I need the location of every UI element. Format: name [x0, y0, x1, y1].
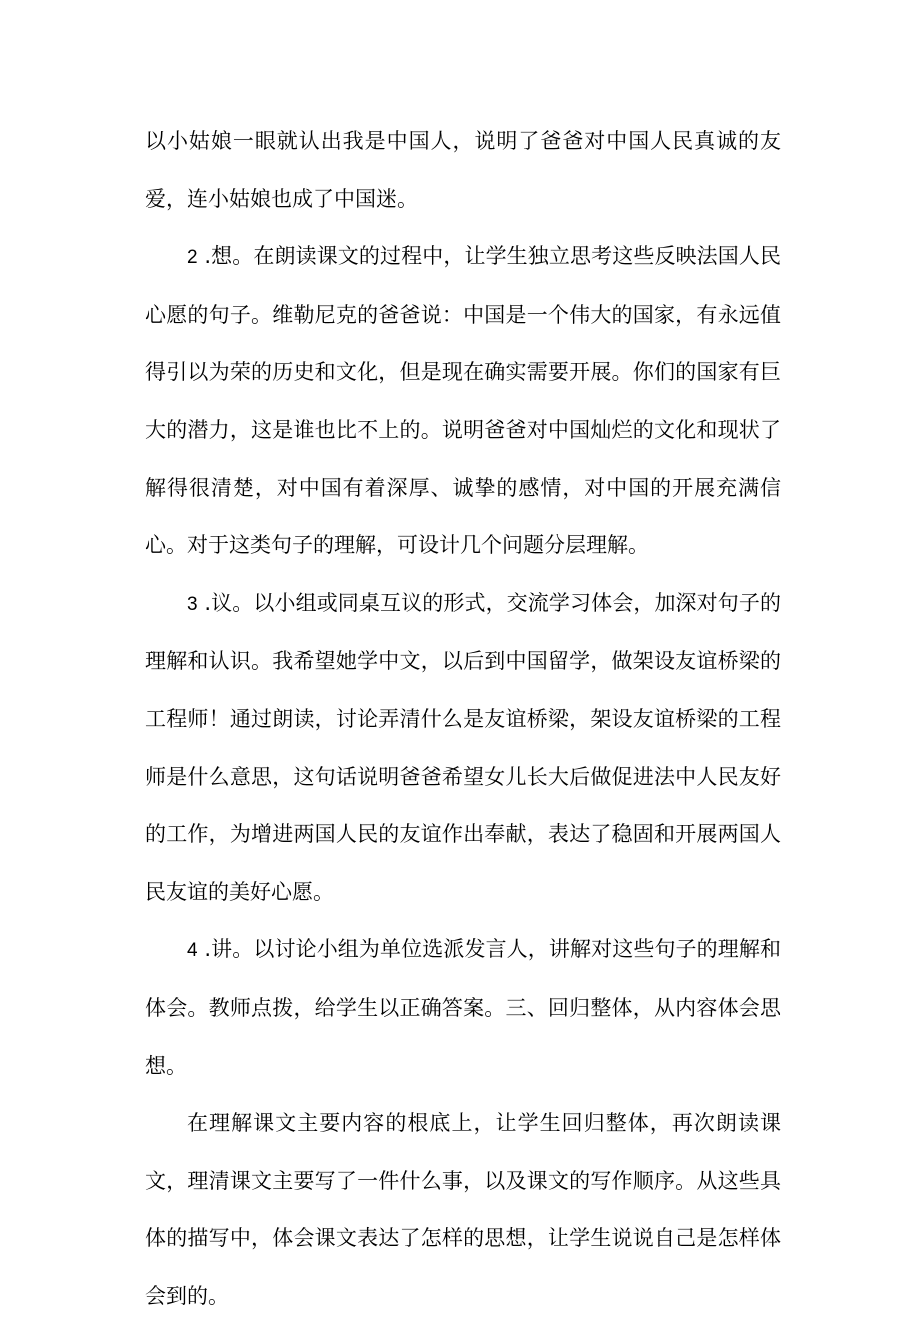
paragraph-1 [145, 113, 781, 228]
paragraph-number: 4 [187, 940, 198, 962]
paragraph-text: .想。在朗读课文的过程中，让学生独立思考这些反映法国人民心愿的句子。维勒尼克的爸爸说：中国是一个伟大的国家，有永远值得引以为荣的历史和文化，但是现在确实需要开展。你们的国家有巨大的潜力，这是谁也比不上的。说明爸爸对中国灿烂的文化和现状了解得很清楚，对中国有着深厚、诚挚的感情，对中国的开展充满信心。对于这类句子的理解，可设计几个问题分层理解。 [145, 244, 781, 558]
paragraph-5 [145, 1095, 781, 1325]
paragraph-number: 2 [187, 247, 198, 269]
paragraph-text: .议。以小组或同桌互议的形式，交流学习体会，加深对句子的理解和认识。我希望她学中文，以后到中国留学，做架设友谊桥梁的工程师！通过朗读，讨论弄清什么是友谊桥梁，架设友谊桥梁的工程师是什么意思，这句话说明爸爸希望女儿长大后做促进法中人民友好的工作，为增进两国人民的友谊作出奉献，表达了稳固和开展两国人民友谊的美好心愿。 [145, 590, 781, 904]
paragraph-text: .讲。以讨论小组为单位选派发言人，讲解对这些句子的理解和体会。教师点拨，给学生以正确答案。三、回归整体，从内容体会思想。 [145, 937, 781, 1078]
paragraph-number: 3 [187, 593, 198, 615]
paragraph-3 [145, 575, 781, 922]
document-body [145, 113, 781, 1325]
paragraph-text: 在理解课文主要内容的根底上，让学生回归整体，再次朗读课文，理清课文主要写了一件什么事，以及课文的写作顺序。从这些具体的描写中，体会课文表达了怎样的思想，让学生说说自己是怎样体会到的。 [145, 1111, 781, 1308]
paragraph-2 [145, 228, 781, 575]
paragraph-text: 以小姑娘一眼就认出我是中国人，说明了爸爸对中国人民真诚的友爱，连小姑娘也成了中国迷。 [145, 129, 781, 211]
paragraph-4 [145, 921, 781, 1095]
